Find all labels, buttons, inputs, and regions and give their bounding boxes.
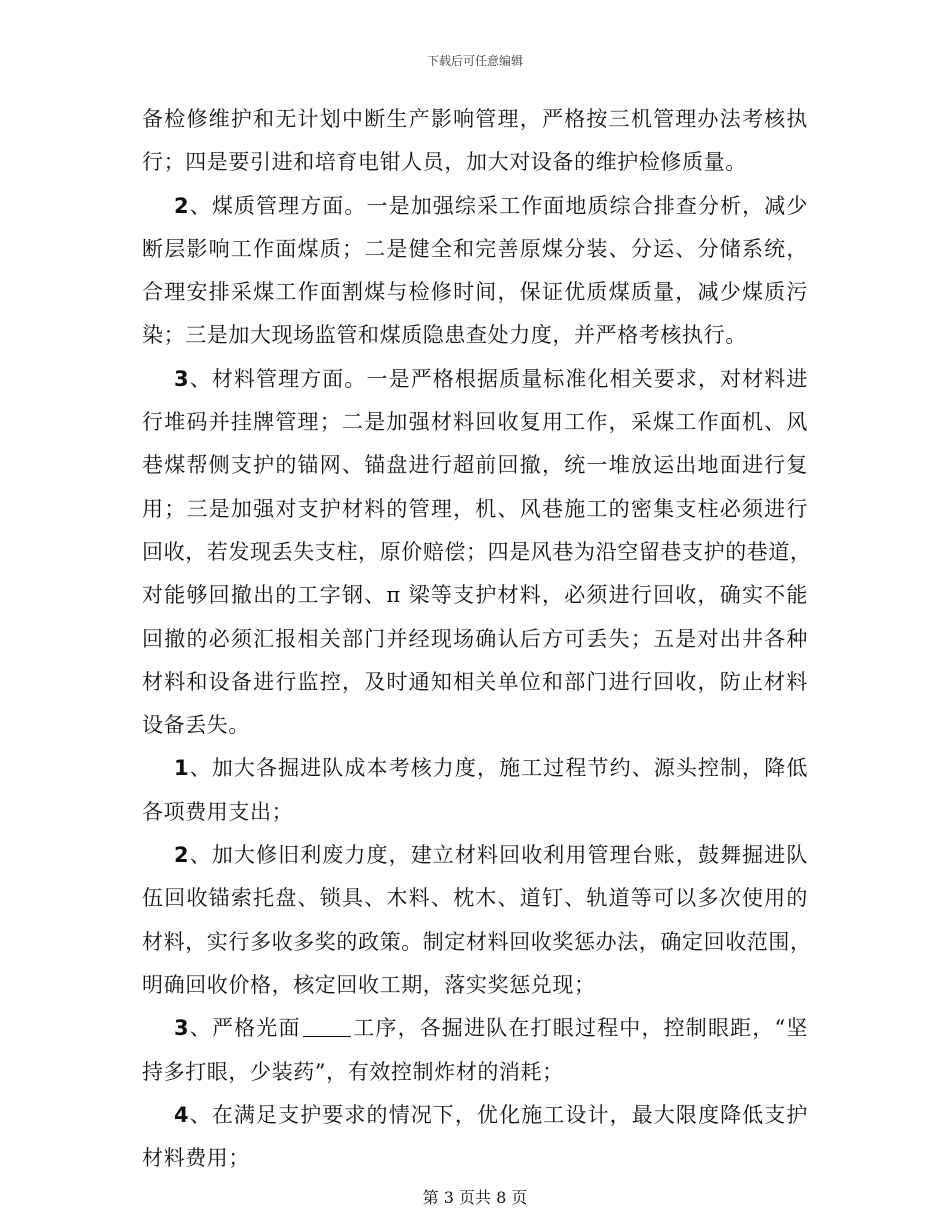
page-header: 下载后可任意编辑 (426, 54, 523, 68)
item-number: 1 (174, 756, 190, 781)
paragraph-line: 设备丢失。 (142, 713, 250, 738)
item-number: 4 (174, 1102, 190, 1127)
paragraph-line: 回收，若发现丢失支柱，原价赔偿；四是风巷为沿空留巷支护的巷道， (142, 539, 812, 564)
item-number: 3 (174, 1016, 190, 1041)
page-footer: 第 3 页共 8 页 (422, 1188, 528, 1207)
paragraph-line: 各项费用支出； (142, 799, 294, 824)
paragraph-line: 材料，实行多收多奖的政策。制定材料回收奖惩办法，确定回收范围， (142, 929, 812, 954)
paragraph-line: 断层影响工作面煤质；二是健全和完善原煤分装、分运、分储系统， (142, 236, 808, 261)
paragraph-line: 3、材料管理方面。一是严格根据质量标准化相关要求，对材料进 (174, 366, 808, 391)
paragraph-line: 明确回收价格，核定回收工期，落实奖惩兑现； (142, 972, 596, 997)
paragraph-line: 行堆码并挂牌管理；二是加强材料回收复用工作，采煤工作面机、风 (142, 410, 808, 435)
paragraph-line: 用；三是加强对支护材料的管理，机、风巷施工的密集支柱必须进行 (142, 496, 808, 521)
paragraph-line: 对能够回撤出的工字钢、π 梁等支护材料，必须进行回收，确实不能 (142, 583, 808, 608)
paragraph-line: 回撤的必须汇报相关部门并经现场确认后方可丢失；五是对出井各种 (142, 626, 808, 651)
paragraph-line: 染；三是加大现场监管和煤质隐患查处力度，并严格考核执行。 (142, 323, 747, 348)
paragraph-line: 2、加大修旧利废力度，建立材料回收利用管理台账，鼓舞掘进队 (174, 843, 808, 868)
paragraph-line: 伍回收锚索托盘、锁具、木料、枕木、道钉、轨道等可以多次使用的 (142, 886, 808, 911)
document-body (142, 104, 812, 1186)
paragraph-line: 巷煤帮侧支护的锚网、锚盘进行超前回撤，统一堆放运出地面进行复 (142, 453, 808, 478)
paragraph-line: 材料和设备进行监控，及时通知相关单位和部门进行回收，防止材料 (142, 669, 808, 694)
paragraph-line: 材料费用； (142, 1146, 250, 1171)
paragraph-line: 合理安排采煤工作面割煤与检修时间，保证优质煤质量，减少煤质污 (142, 280, 808, 305)
paragraph-line: 3、严格光面 工序，各掘进队在打眼过程中，控制眼距，“坚 (174, 1016, 808, 1041)
item-number: 2 (174, 843, 190, 868)
paragraph-line: 4、在满足支护要求的情况下，优化施工设计，最大限度降低支护 (174, 1102, 808, 1127)
item-number: 3 (174, 366, 190, 391)
paragraph-line: 1、加大各掘进队成本考核力度，施工过程节约、源头控制，降低 (174, 756, 808, 781)
paragraph-line: 备检修维护和无计划中断生产影响管理，严格按三机管理办法考核执 (142, 107, 808, 131)
paragraph-line: 行；四是要引进和培育电钳人员，加大对设备的维护检修质量。 (142, 150, 747, 175)
paragraph-line: 2、煤质管理方面。一是加强综采工作面地质综合排查分析，减少 (174, 193, 808, 218)
item-number: 2 (174, 193, 190, 218)
paragraph-line: 持多打眼，少装药”，有效控制炸材的消耗； (142, 1059, 564, 1084)
fill-in-blank (303, 1016, 351, 1037)
